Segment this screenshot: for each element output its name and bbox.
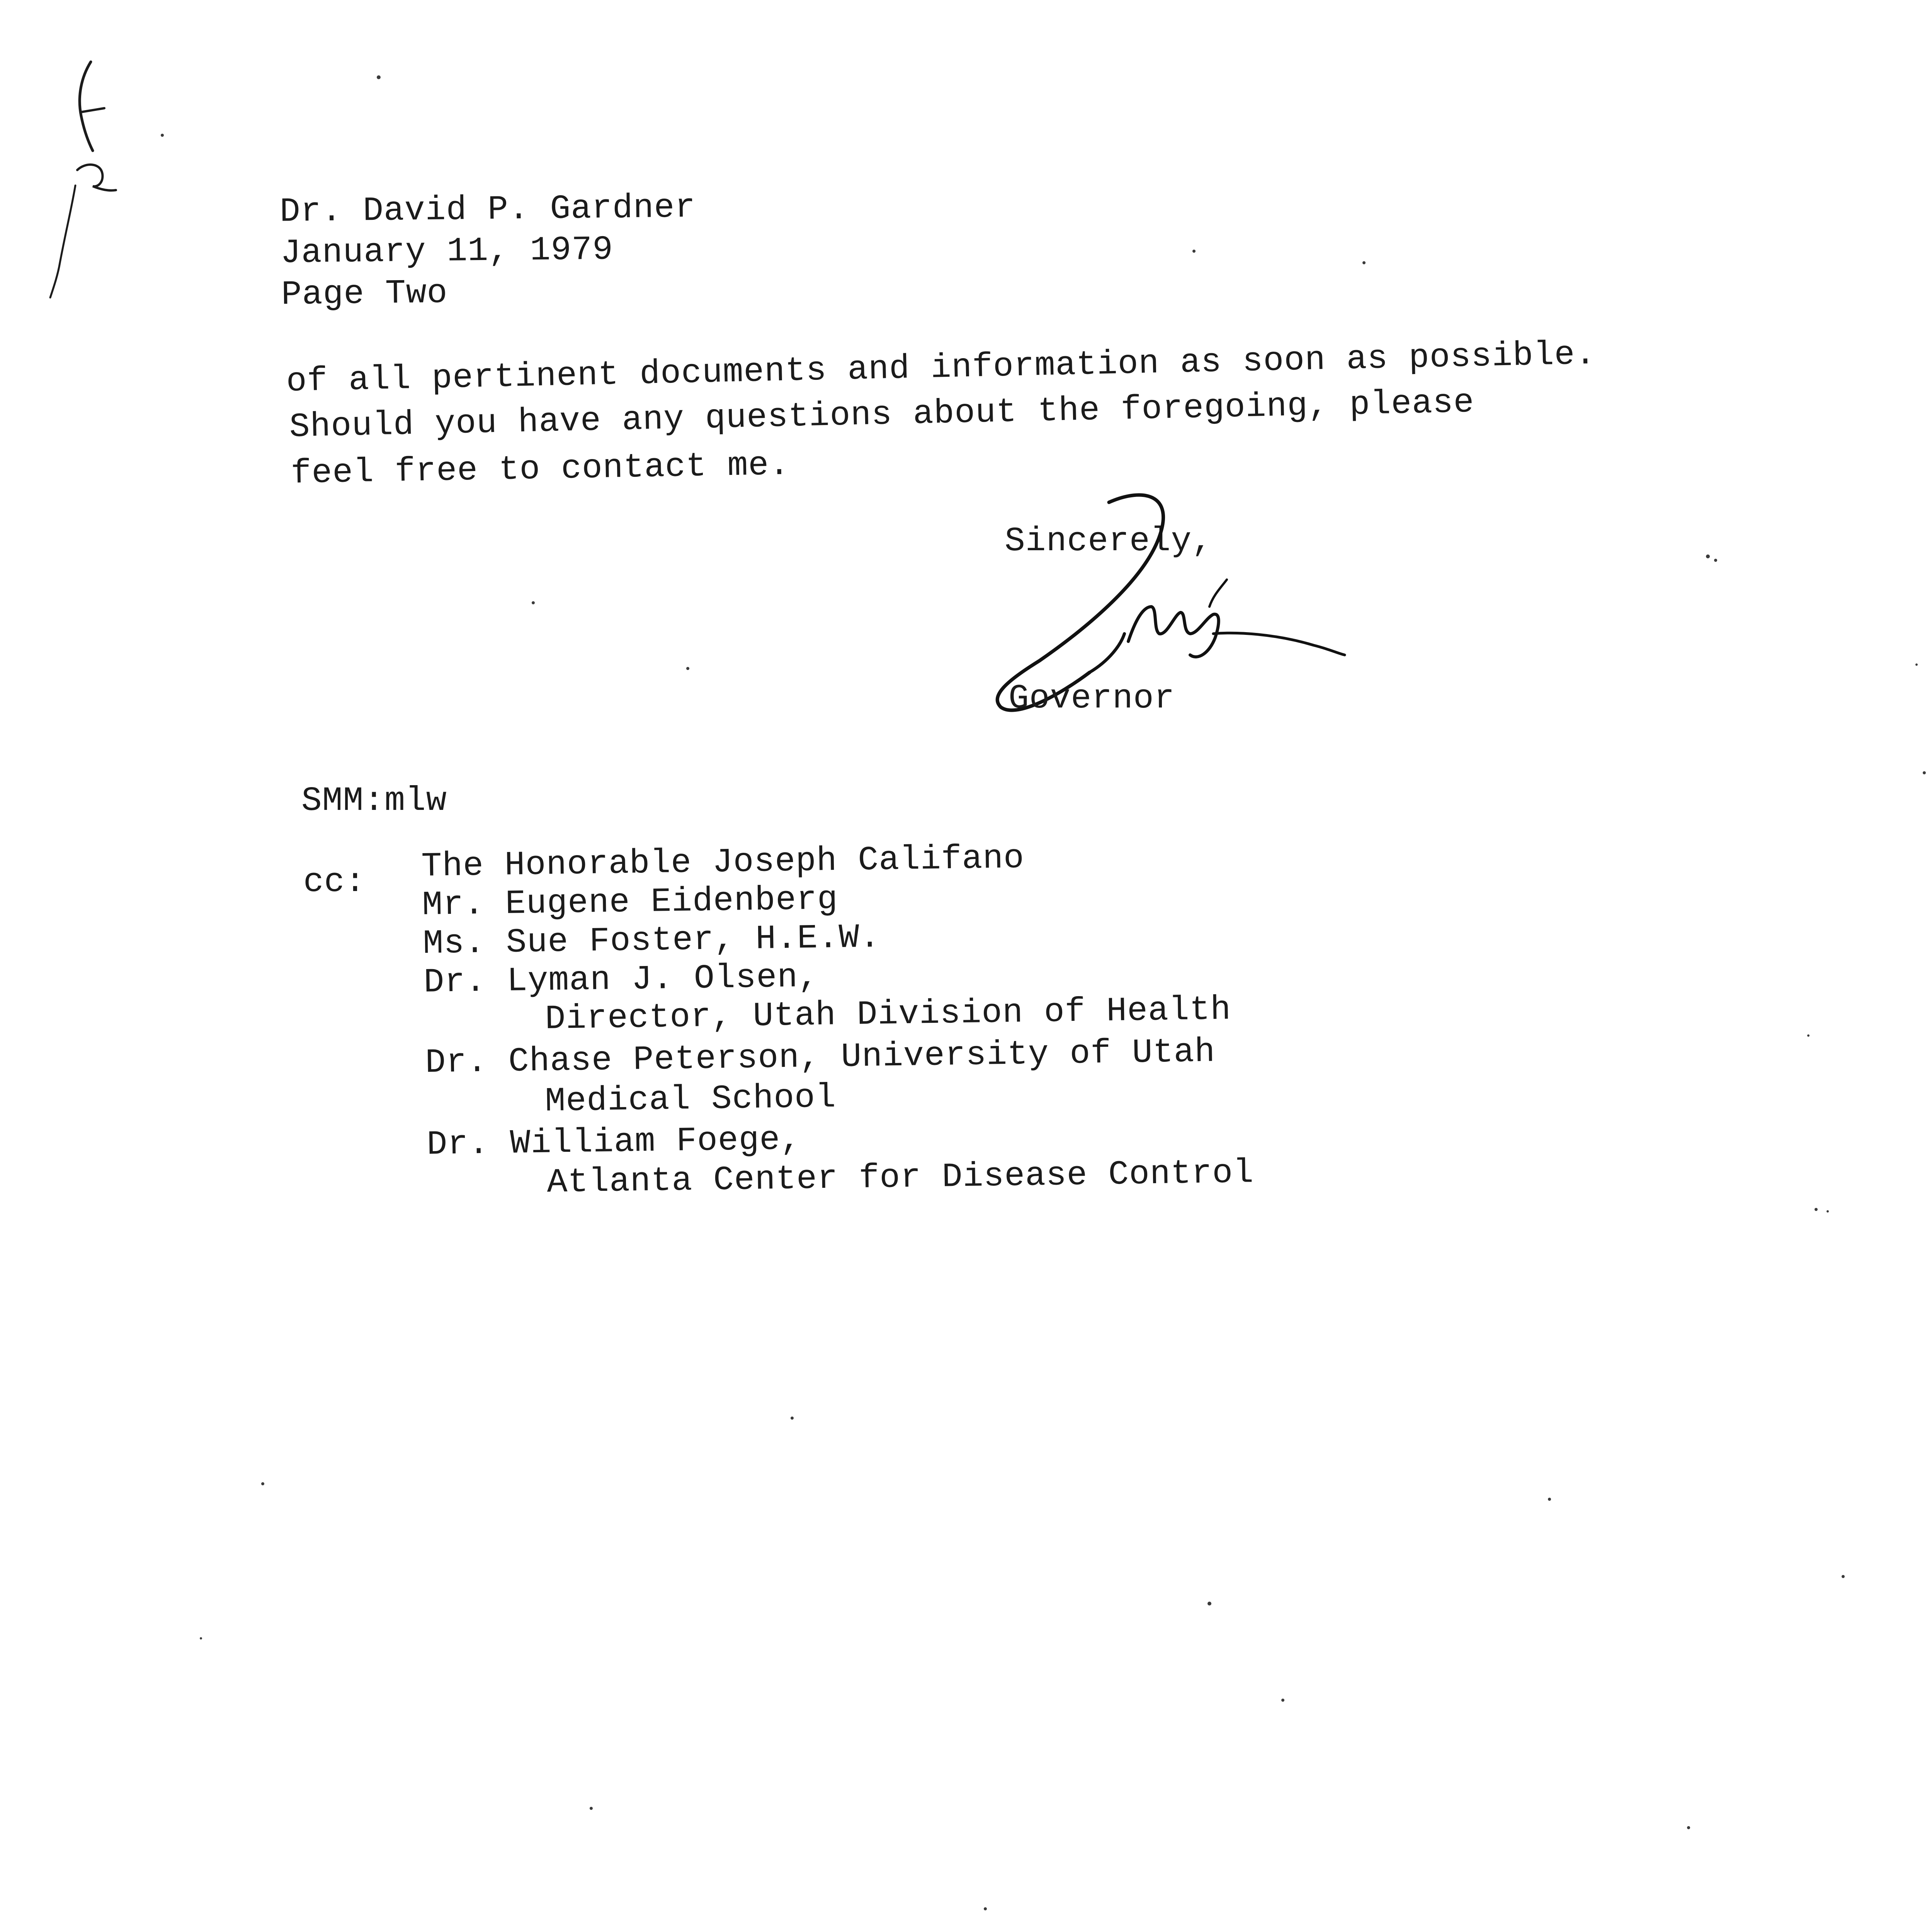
cc-recipient-detail: Director, Utah Division of Health — [544, 991, 1231, 1039]
cc-recipient: Dr. Chase Peterson, University of Utah — [425, 1033, 1216, 1082]
cc-recipient: The Honorable Joseph Califano — [421, 839, 1025, 886]
body-line: feel free to contact me. — [290, 446, 790, 493]
page-number: Page Two — [281, 274, 448, 315]
body-line: of all pertinent documents and information as soon as possible. — [286, 335, 1597, 401]
cc-recipient: Mr. Eugene Eidenberg — [422, 880, 838, 925]
cc-recipient: Dr. William Foege, — [426, 1121, 801, 1164]
cc-recipient-detail: Atlanta Center for Disease Control — [546, 1154, 1254, 1202]
cc-recipient: Dr. Lyman J. Olsen, — [423, 958, 819, 1002]
letter-date: January 11, 1979 — [280, 231, 614, 273]
recipient-name: Dr. David P. Gardner — [279, 189, 696, 231]
cc-label: cc: — [303, 863, 366, 901]
typist-initials: SMM:mlw — [301, 782, 447, 820]
closing-salutation: Sincerely, — [1005, 522, 1213, 561]
cc-recipient: Ms. Sue Foster, H.E.W. — [422, 918, 881, 963]
cc-recipient-detail: Medical School — [544, 1078, 837, 1121]
body-line: Should you have any questions about the foregoing, please — [289, 383, 1475, 447]
margin-handwritten-mark — [23, 46, 139, 317]
signer-title: Governor — [1009, 680, 1175, 718]
